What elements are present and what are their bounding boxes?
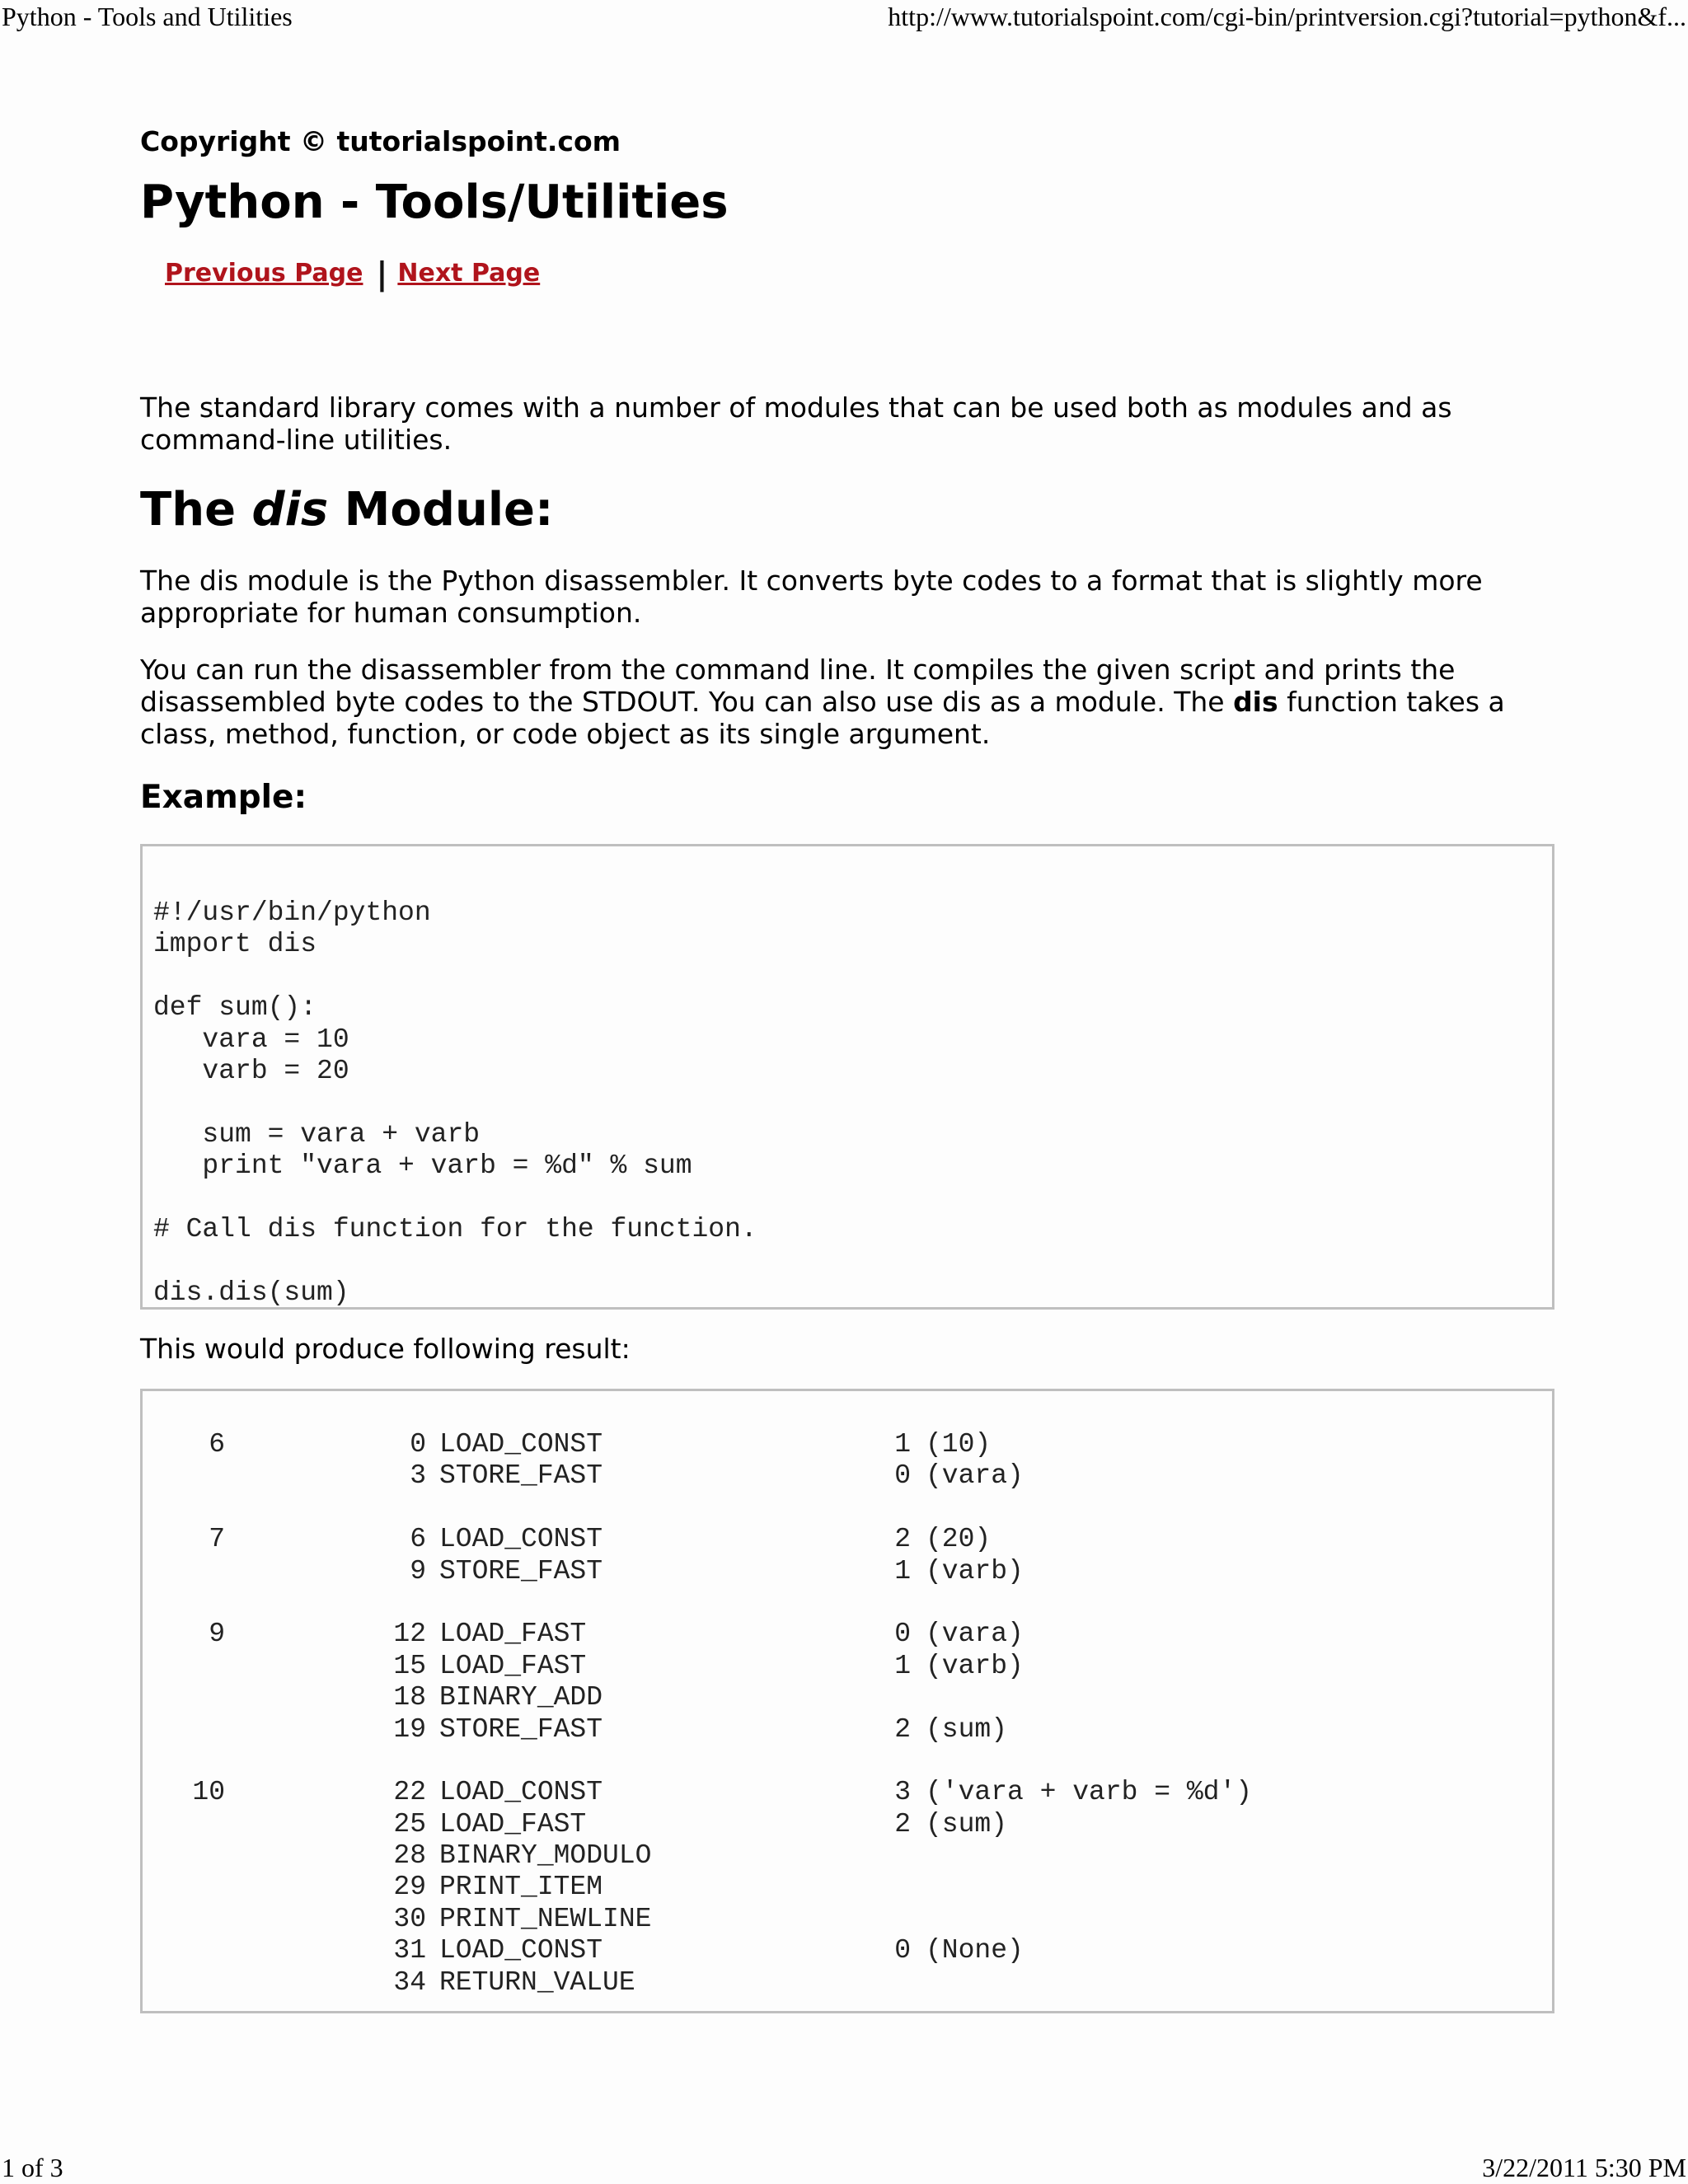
opcode-name: BINARY_ADD xyxy=(439,1682,603,1713)
bytecode-offset: 0 xyxy=(410,1429,426,1460)
section-heading-suffix: Module: xyxy=(328,483,554,537)
opcode-argument: 3 xyxy=(894,1777,911,1808)
code-line: varb = 20 xyxy=(153,1055,349,1086)
bytecode-offset: 18 xyxy=(393,1682,426,1713)
nav-separator: | xyxy=(376,255,388,292)
disassembly-row xyxy=(143,1967,1552,1999)
disassembly-row xyxy=(143,1682,1552,1713)
opcode-name: LOAD_CONST xyxy=(439,1524,603,1555)
opcode-argument: 0 xyxy=(894,1619,911,1650)
disassembly-row xyxy=(143,1460,1552,1492)
section-heading-prefix: The xyxy=(140,483,252,537)
print-header-url: http://www.tutorialspoint.com/cgi-bin/printversion.cgi?tutorial=python&f... xyxy=(888,2,1686,31)
code-line: import dis xyxy=(153,929,317,960)
example-code-block xyxy=(140,844,1554,1310)
opcode-argument: 1 xyxy=(894,1650,911,1681)
opcode-name: RETURN_VALUE xyxy=(439,1966,635,1998)
opcode-argument: 2 xyxy=(894,1713,911,1745)
dis-usage-text-a: You can run the disassembler from the command line. It compiles the given script and prints the disassembled byte codes to the STDOUT. You can also use dis as a module. The xyxy=(140,654,1456,718)
opcode-argument: 2 xyxy=(894,1808,911,1840)
opcode-argument: 0 xyxy=(894,1460,911,1492)
code-line: def sum(): xyxy=(153,992,317,1024)
bytecode-offset: 22 xyxy=(393,1777,426,1808)
next-page-link[interactable]: Next Page xyxy=(397,259,541,288)
code-line xyxy=(153,961,1552,992)
opcode-name: STORE_FAST xyxy=(439,1713,603,1745)
bytecode-offset: 19 xyxy=(393,1713,426,1745)
opcode-name: LOAD_FAST xyxy=(439,1619,587,1650)
print-header xyxy=(0,0,1688,33)
opcode-name: LOAD_CONST xyxy=(439,1777,603,1808)
opcode-argument: 2 xyxy=(894,1524,911,1555)
bytecode-offset: 3 xyxy=(410,1460,426,1492)
bytecode-offset: 15 xyxy=(393,1650,426,1681)
source-line-number: 9 xyxy=(209,1619,225,1650)
bytecode-offset: 25 xyxy=(393,1808,426,1840)
opcode-name: PRINT_ITEM xyxy=(439,1872,603,1903)
disassembly-row xyxy=(143,1587,1552,1619)
argument-value: (sum) xyxy=(926,1808,1008,1840)
disassembly-row xyxy=(143,1651,1552,1682)
disassembly-row xyxy=(143,1777,1552,1808)
copyright-notice: Copyright © tutorialspoint.com xyxy=(140,125,621,157)
disassembly-row xyxy=(143,1872,1552,1903)
code-line xyxy=(153,1183,1552,1214)
disassembly-row xyxy=(143,1746,1552,1777)
opcode-name: STORE_FAST xyxy=(439,1460,603,1492)
opcode-name: PRINT_NEWLINE xyxy=(439,1903,652,1934)
intro-paragraph: The standard library comes with a number of modules that can be used both as modules and as command-line utilities. xyxy=(140,391,1452,456)
opcode-name: LOAD_CONST xyxy=(439,1935,603,1966)
bytecode-offset: 30 xyxy=(393,1903,426,1934)
bytecode-offset: 29 xyxy=(393,1872,426,1903)
argument-value: ('vara + varb = %d') xyxy=(926,1777,1253,1808)
opcode-argument: 1 xyxy=(894,1555,911,1586)
result-label: This would produce following result: xyxy=(140,1333,631,1365)
opcode-name: LOAD_FAST xyxy=(439,1650,587,1681)
dis-function-name: dis xyxy=(1233,686,1278,718)
bytecode-offset: 28 xyxy=(393,1840,426,1872)
argument-value: (sum) xyxy=(926,1713,1008,1745)
source-line-number: 10 xyxy=(192,1777,225,1808)
opcode-name: LOAD_FAST xyxy=(439,1808,587,1840)
disassembly-row xyxy=(143,1493,1552,1524)
disassembly-row xyxy=(143,1904,1552,1935)
opcode-name: LOAD_CONST xyxy=(439,1429,603,1460)
argument-value: (varb) xyxy=(926,1650,1024,1681)
opcode-argument: 0 xyxy=(894,1935,911,1966)
disassembly-row xyxy=(143,1935,1552,1966)
disassembly-row xyxy=(143,1556,1552,1587)
disassembly-row xyxy=(143,1714,1552,1746)
result-output-block xyxy=(140,1389,1554,2013)
code-line: dis.dis(sum) xyxy=(153,1277,349,1308)
bytecode-offset: 9 xyxy=(410,1555,426,1586)
bytecode-offset: 34 xyxy=(393,1966,426,1998)
opcode-argument: 1 xyxy=(894,1429,911,1460)
code-line: #!/usr/bin/python xyxy=(153,898,431,928)
previous-page-link[interactable]: Previous Page xyxy=(165,259,363,288)
argument-value: (20) xyxy=(926,1524,992,1555)
section-heading-module-name: dis xyxy=(251,483,329,537)
article xyxy=(140,122,1554,2013)
print-footer xyxy=(0,2151,1688,2184)
opcode-name: STORE_FAST xyxy=(439,1555,603,1586)
source-line-number: 6 xyxy=(209,1429,225,1460)
bytecode-offset: 6 xyxy=(410,1524,426,1555)
opcode-name: BINARY_MODULO xyxy=(439,1840,652,1872)
print-header-title: Python - Tools and Utilities xyxy=(2,2,293,31)
section-heading xyxy=(140,477,1554,543)
bytecode-offset: 31 xyxy=(393,1935,426,1966)
argument-value: (None) xyxy=(926,1935,1024,1966)
example-heading: Example: xyxy=(140,779,307,816)
code-line xyxy=(153,1245,1552,1277)
code-line: print "vara + varb = %d" % sum xyxy=(153,1151,692,1182)
argument-value: (varb) xyxy=(926,1555,1024,1586)
page-title: Python - Tools/Utilities xyxy=(140,176,729,229)
argument-value: (vara) xyxy=(926,1619,1024,1650)
dis-description-paragraph: The dis module is the Python disassembler. It converts byte codes to a format that is slightly more appropriate for human consumption. xyxy=(140,565,1483,629)
disassembly-row xyxy=(143,1840,1552,1872)
bytecode-offset: 12 xyxy=(393,1619,426,1650)
source-line-number: 7 xyxy=(209,1524,225,1555)
page-navigation xyxy=(165,254,1554,293)
code-line: vara = 10 xyxy=(153,1024,349,1055)
disassembly-row xyxy=(143,1619,1552,1650)
code-line: # Call dis function for the function. xyxy=(153,1213,757,1244)
code-line xyxy=(153,1087,1552,1118)
disassembly-row xyxy=(143,1429,1552,1460)
disassembly-row xyxy=(143,1524,1552,1555)
dis-usage-paragraph xyxy=(140,654,1554,750)
page-number: 1 of 3 xyxy=(2,2153,63,2182)
argument-value: (vara) xyxy=(926,1460,1024,1492)
print-datetime: 3/22/2011 5:30 PM xyxy=(1482,2153,1686,2182)
code-line: sum = vara + varb xyxy=(153,1118,481,1150)
argument-value: (10) xyxy=(926,1429,992,1460)
dis-usage-text-b: function takes a class, method, function, or code object as its single argument. xyxy=(140,686,1505,750)
disassembly-row xyxy=(143,1809,1552,1840)
